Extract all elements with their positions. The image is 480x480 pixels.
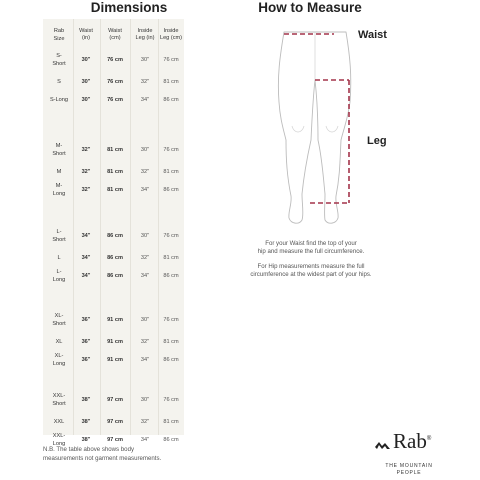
table-cell-size: [43, 353, 75, 368]
size-line: Short: [52, 400, 66, 407]
table-cell-size: [43, 53, 75, 68]
logo-word: Rab: [393, 429, 427, 453]
how-to-measure-title: How to Measure: [258, 0, 362, 15]
table-cell-leg-in: 30": [140, 233, 150, 239]
header-line: Waist: [108, 28, 122, 34]
header-line: (cm): [109, 35, 121, 41]
size-line: Long: [52, 360, 66, 367]
size-line: XXL: [53, 419, 65, 425]
table-cell-waist-cm: 76 cm: [107, 57, 123, 63]
table-cell-waist-cm: 86 cm: [107, 233, 123, 239]
table-cell-leg-cm: 76 cm: [163, 147, 179, 153]
size-line: Short: [52, 320, 66, 327]
table-cell-waist-cm: 97 cm: [107, 437, 123, 443]
instruction-line: For your Waist find the top of your: [265, 240, 357, 247]
table-cell-leg-cm: 81 cm: [163, 255, 179, 261]
table-cell-waist-cm: 91 cm: [107, 339, 123, 345]
table-cell-waist-cm: 81 cm: [107, 147, 123, 153]
table-footnote: [43, 446, 203, 463]
instruction-line: hip and measure the full circumference.: [257, 248, 365, 256]
table-cell-leg-in: 32": [140, 169, 150, 175]
table-cell-size: [43, 169, 75, 177]
table-cell-waist-in: 36": [81, 339, 91, 345]
dimensions-title: Dimensions: [90, 0, 168, 15]
table-cell-size: [43, 143, 75, 158]
mountain-mark-icon: [375, 442, 390, 449]
table-cell-waist-cm: 81 cm: [107, 169, 123, 175]
table-cell-leg-in: 30": [140, 317, 150, 323]
table-cell-leg-in: 30": [140, 397, 150, 403]
table-cell-leg-cm: 86 cm: [163, 273, 179, 279]
size-line: Short: [52, 60, 66, 67]
header-line: Size: [53, 35, 65, 42]
table-cell-size: [43, 313, 75, 328]
table-cell-leg-cm: 76 cm: [163, 317, 179, 323]
table-cell-waist-cm: 86 cm: [107, 255, 123, 261]
table-cell-waist-in: 36": [81, 357, 91, 363]
table-cell-size: [43, 183, 75, 198]
table-cell-waist-in: 30": [81, 57, 91, 63]
size-line: Long: [52, 276, 66, 283]
logo-tagline: [374, 463, 444, 477]
table-cell-leg-cm: 76 cm: [163, 233, 179, 239]
size-line: M: [56, 169, 62, 175]
size-line: S-: [56, 53, 62, 59]
size-line: L-: [56, 229, 62, 235]
header-leg-in: [131, 28, 159, 42]
waist-instructions: [232, 240, 390, 257]
table-cell-leg-cm: 81 cm: [163, 419, 179, 425]
table-cell-waist-in: 34": [81, 255, 91, 261]
header-line: (in): [81, 35, 91, 41]
table-cell-waist-in: 34": [81, 273, 91, 279]
table-cell-leg-in: 32": [140, 255, 150, 261]
table-cell-leg-cm: 81 cm: [163, 339, 179, 345]
table-cell-leg-in: 34": [140, 273, 150, 279]
table-cell-waist-cm: 97 cm: [107, 397, 123, 403]
table-cell-waist-cm: 81 cm: [107, 187, 123, 193]
size-line: S-Long: [49, 97, 69, 103]
table-cell-leg-cm: 86 cm: [163, 187, 179, 193]
instruction-line: circumference at the widest part of your hips.: [250, 271, 372, 279]
size-line: Long: [52, 440, 66, 447]
table-cell-size: [43, 255, 75, 263]
table-cell-size: [43, 269, 75, 284]
table-cell-leg-cm: 81 cm: [163, 79, 179, 85]
table-cell-waist-cm: 91 cm: [107, 357, 123, 363]
table-cell-leg-in: 30": [140, 147, 150, 153]
table-cell-leg-cm: 86 cm: [163, 97, 179, 103]
table-cell-leg-in: 34": [140, 437, 150, 443]
table-cell-waist-in: 38": [81, 397, 91, 403]
header-waist-cm: [99, 28, 131, 42]
size-line: S: [57, 79, 61, 85]
table-cell-leg-in: 34": [140, 357, 150, 363]
logo-wordmark: [393, 429, 431, 454]
table-cell-leg-in: 32": [140, 339, 150, 345]
table-cell-waist-in: 38": [81, 437, 91, 443]
footnote-line: measurements not garment measurements.: [43, 454, 162, 462]
size-line: M-: [55, 183, 63, 189]
size-line: XXL-: [52, 393, 66, 399]
table-cell-waist-cm: 86 cm: [107, 273, 123, 279]
table-cell-waist-in: 34": [81, 233, 91, 239]
table-cell-leg-cm: 86 cm: [163, 437, 179, 443]
legs-outline: [278, 32, 350, 223]
header-leg-cm: [157, 28, 185, 42]
header-line: Waist: [79, 28, 93, 34]
table-cell-leg-in: 34": [140, 187, 150, 193]
tagline-line: PEOPLE: [396, 470, 422, 476]
tagline-line: THE MOUNTAIN: [385, 463, 433, 469]
header-waist-in: [72, 28, 100, 42]
size-line: L-: [56, 269, 62, 275]
table-cell-waist-cm: 91 cm: [107, 317, 123, 323]
size-line: L: [57, 255, 61, 261]
header-line: Leg (cm): [159, 35, 183, 41]
table-cell-waist-cm: 76 cm: [107, 79, 123, 85]
size-line: XL-: [54, 313, 64, 319]
header-line: Rab: [53, 28, 65, 34]
table-cell-waist-in: 32": [81, 147, 91, 153]
table-cell-waist-in: 30": [81, 97, 91, 103]
legs-illustration: [268, 18, 378, 242]
table-cell-leg-in: 32": [140, 79, 150, 85]
size-line: Short: [52, 236, 66, 243]
size-line: M-: [55, 143, 63, 149]
size-table: [43, 19, 184, 447]
table-cell-waist-in: 32": [81, 187, 91, 193]
table-cell-leg-in: 34": [140, 97, 150, 103]
hip-instructions: [232, 263, 390, 280]
header-line: Inside: [137, 28, 153, 34]
size-line: XL-: [54, 353, 64, 359]
table-cell-waist-in: 30": [81, 79, 91, 85]
table-cell-leg-cm: 76 cm: [163, 57, 179, 63]
waist-label: Waist: [358, 29, 387, 41]
table-cell-size: [43, 339, 75, 347]
table-cell-size: [43, 393, 75, 408]
table-cell-size: [43, 229, 75, 244]
table-cell-waist-in: 38": [81, 419, 91, 425]
table-cell-size: [43, 97, 75, 105]
size-line: XL: [55, 339, 63, 345]
table-cell-size: [43, 419, 75, 427]
header-size: [43, 28, 75, 43]
leg-label: Leg: [367, 135, 387, 147]
table-cell-size: [43, 79, 75, 87]
table-cell-leg-in: 32": [140, 419, 150, 425]
table-cell-leg-in: 30": [140, 57, 150, 63]
size-line: XXL-: [52, 433, 66, 439]
registered-mark: ®: [426, 436, 432, 442]
size-line: Short: [52, 150, 66, 157]
instruction-line: For Hip measurements measure the full: [257, 263, 365, 270]
table-cell-leg-cm: 81 cm: [163, 169, 179, 175]
header-line: Inside: [163, 28, 179, 34]
table-cell-waist-cm: 76 cm: [107, 97, 123, 103]
table-cell-leg-cm: 86 cm: [163, 357, 179, 363]
header-line: Leg (in): [135, 35, 155, 41]
table-cell-waist-cm: 97 cm: [107, 419, 123, 425]
table-cell-waist-in: 36": [81, 317, 91, 323]
size-line: Long: [52, 190, 66, 197]
footnote-line: N.B. The table above shows body: [43, 446, 135, 453]
table-cell-leg-cm: 76 cm: [163, 397, 179, 403]
table-cell-waist-in: 32": [81, 169, 91, 175]
